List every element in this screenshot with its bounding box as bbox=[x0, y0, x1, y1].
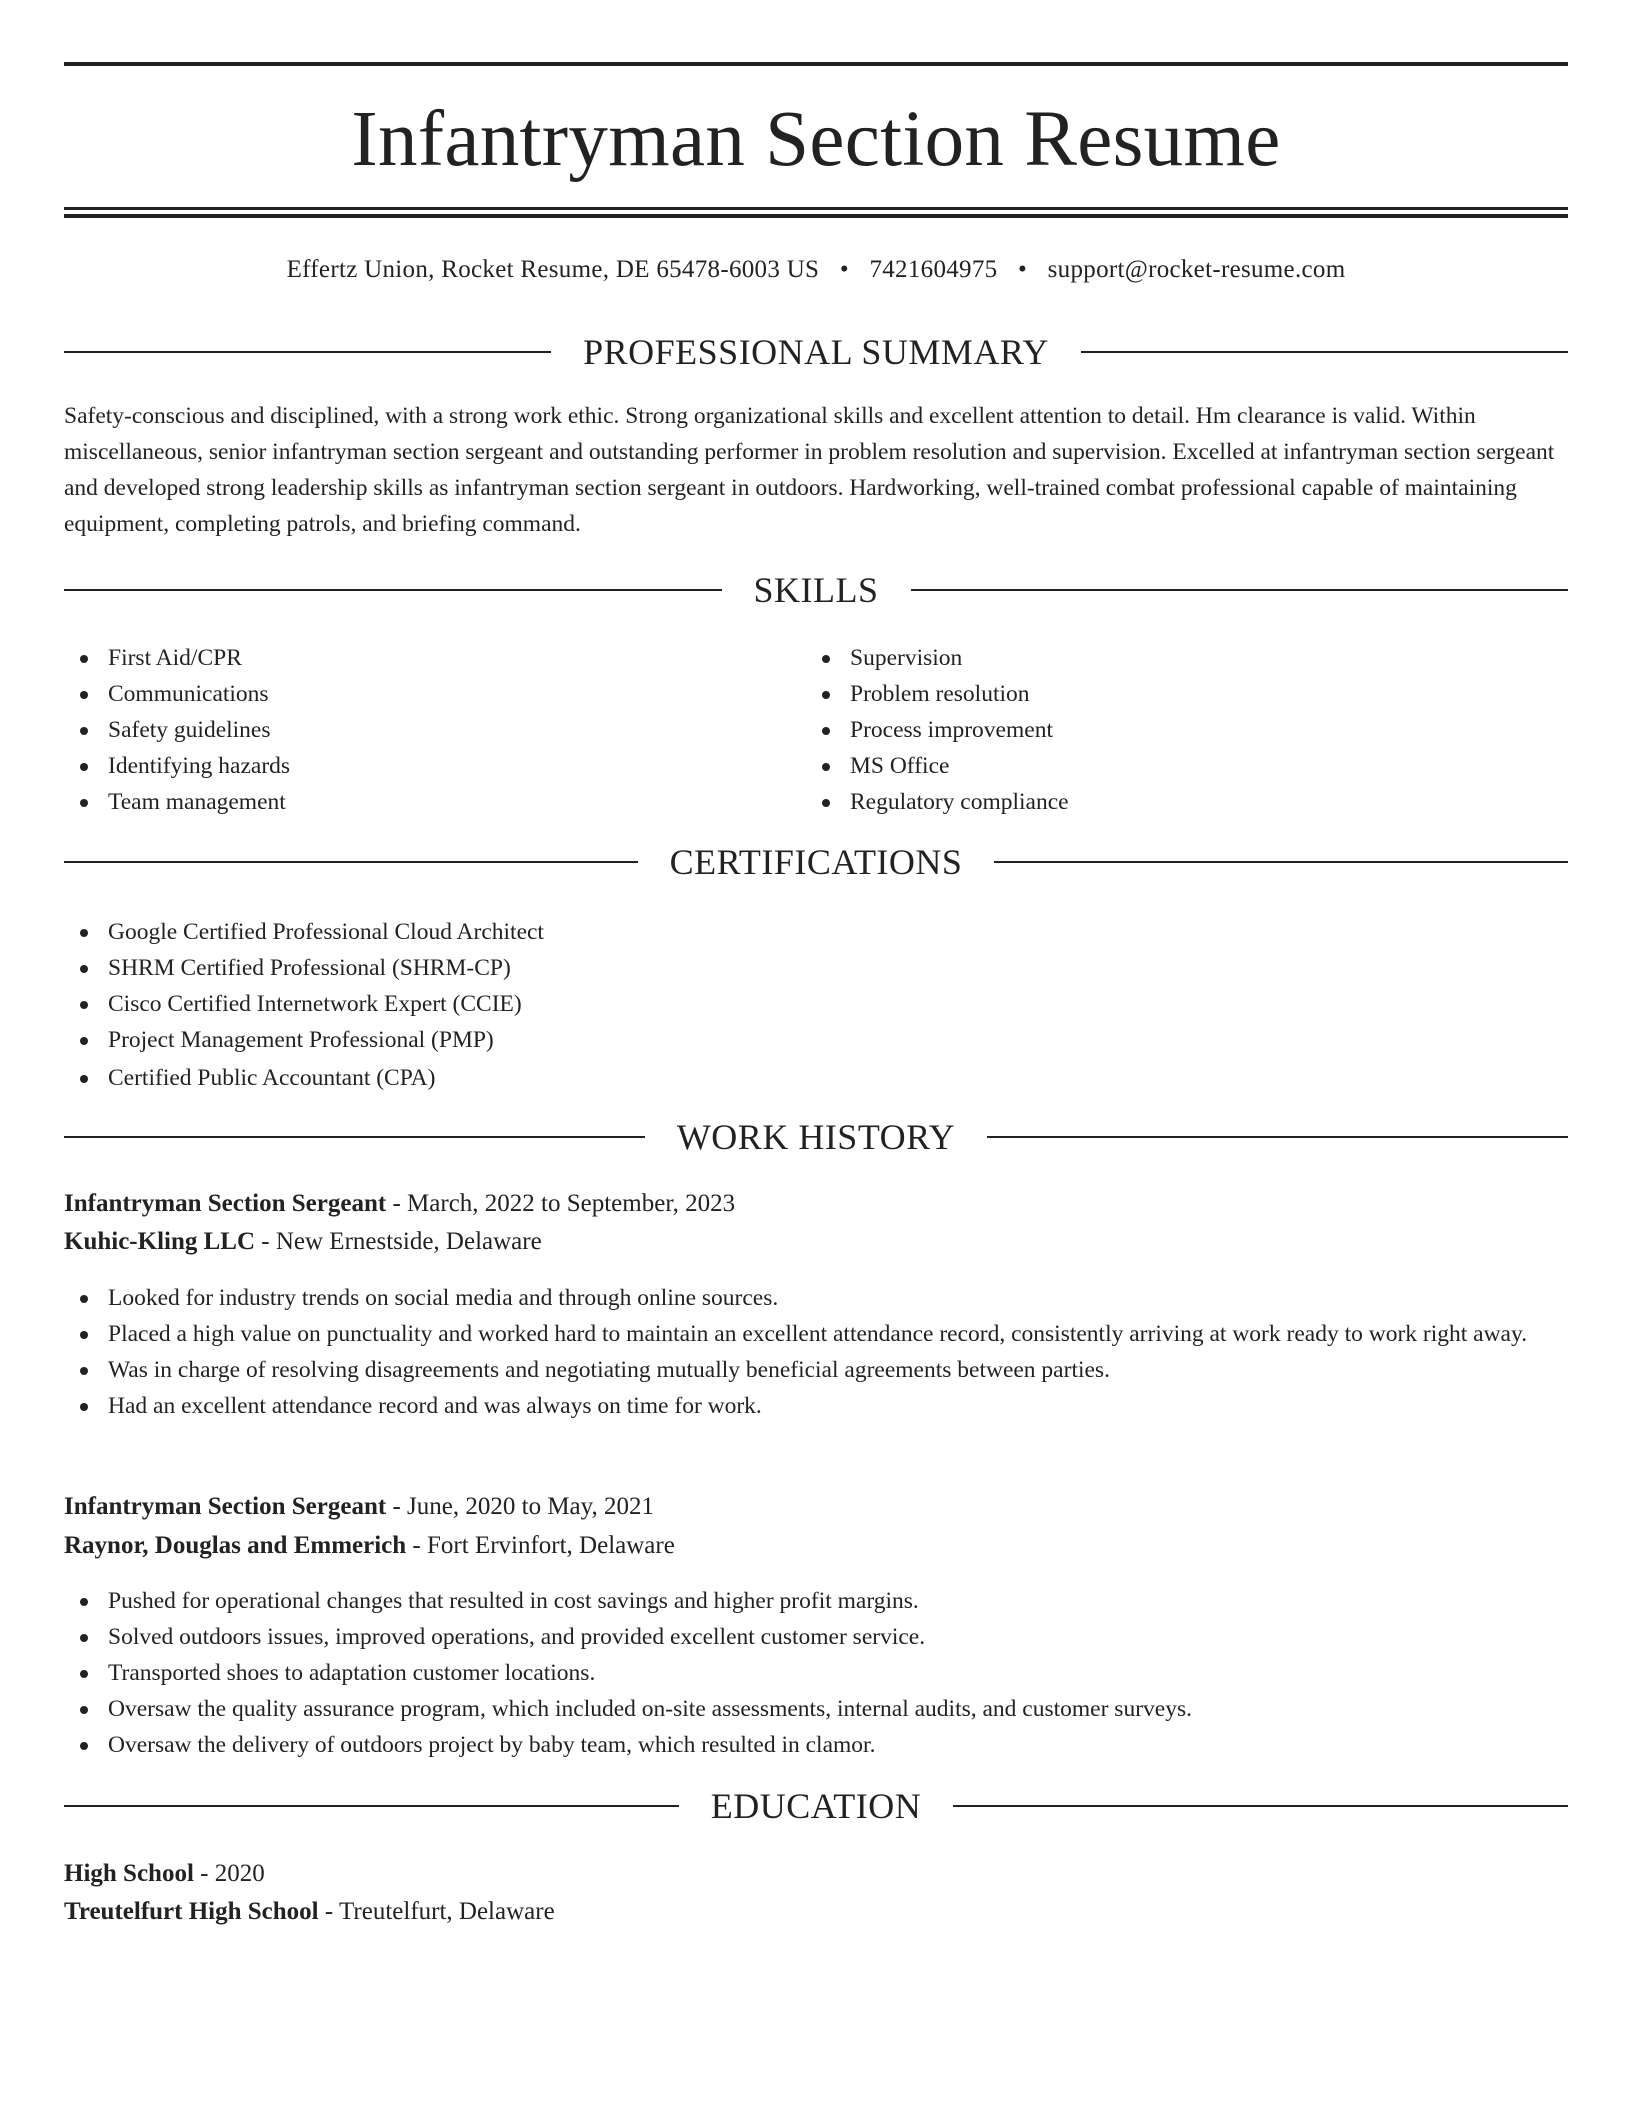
heading-rule bbox=[1081, 351, 1568, 353]
job-company-line bbox=[64, 1528, 1568, 1564]
education-location: - Treutelfurt, Delaware bbox=[318, 1898, 555, 1925]
skill-item: Supervision bbox=[806, 640, 1546, 676]
job-title-line bbox=[64, 1489, 1568, 1525]
heading-rule bbox=[953, 1805, 1568, 1807]
heading-rule bbox=[994, 861, 1568, 863]
certification-item: Google Certified Professional Cloud Architect bbox=[64, 914, 1064, 950]
duty-item: Had an excellent attendance record and was always on time for work. bbox=[64, 1388, 1568, 1424]
skill-item: MS Office bbox=[806, 748, 1546, 784]
job-dates: - June, 2020 to May, 2021 bbox=[386, 1493, 655, 1520]
skill-item: First Aid/CPR bbox=[64, 640, 764, 676]
skills-list-left bbox=[64, 640, 764, 820]
duty-item: Solved outdoors issues, improved operations, and provided excellent customer service. bbox=[64, 1619, 1568, 1655]
job-role: Infantryman Section Sergeant bbox=[64, 1190, 387, 1217]
resume-title: Infantryman Section Resume bbox=[351, 96, 1281, 183]
job-duties-list bbox=[64, 1280, 1568, 1424]
heading-rule bbox=[911, 589, 1569, 591]
skill-item: Problem resolution bbox=[806, 676, 1546, 712]
section-title-education: EDUCATION bbox=[710, 1786, 922, 1826]
summary-text: Safety-conscious and disciplined, with a strong work ethic. Strong organizational skills and excellent attention to detail. Hm clearance is valid. Within miscellaneous, senior infantryman section sergeant and outstanding performer in problem resolution and supervision. Excelled at infantryman section sergeant and developed strong leadership skills as infantryman section sergeant in outdoors. Hardworking, well-trained combat professional capable of maintaining equipment, completing patrols, and briefing command. bbox=[64, 403, 1555, 537]
job-dates: - March, 2022 to September, 2023 bbox=[386, 1190, 736, 1217]
top-rule bbox=[64, 62, 1568, 66]
education-school: Treutelfurt High School bbox=[64, 1898, 319, 1925]
job-company: Kuhic-Kling LLC bbox=[64, 1228, 256, 1255]
duty-item: Looked for industry trends on social media and through online sources. bbox=[64, 1280, 1568, 1316]
contact-email: support@rocket-resume.com bbox=[1047, 256, 1346, 283]
heading-rule bbox=[64, 861, 638, 863]
duty-item: Pushed for operational changes that resulted in cost savings and higher profit margins. bbox=[64, 1583, 1568, 1619]
skill-item: Communications bbox=[64, 676, 764, 712]
education-school-line bbox=[64, 1894, 1568, 1930]
heading-rule bbox=[64, 1136, 645, 1138]
skill-item: Safety guidelines bbox=[64, 712, 764, 748]
section-title-skills: SKILLS bbox=[753, 570, 879, 610]
title-rule-lower bbox=[64, 214, 1568, 218]
section-title-certifications: CERTIFICATIONS bbox=[669, 842, 963, 882]
certification-item: SHRM Certified Professional (SHRM-CP) bbox=[64, 950, 1064, 986]
skill-item: Team management bbox=[64, 784, 764, 820]
certification-item: Cisco Certified Internetwork Expert (CCIE) bbox=[64, 986, 1064, 1022]
skill-item: Regulatory compliance bbox=[806, 784, 1546, 820]
job-role: Infantryman Section Sergeant bbox=[64, 1493, 387, 1520]
duty-item: Was in charge of resolving disagreements and negotiating mutually beneficial agreements between parties. bbox=[64, 1352, 1568, 1388]
heading-rule bbox=[987, 1136, 1568, 1138]
job-title-line bbox=[64, 1186, 1568, 1222]
section-title-work-history: WORK HISTORY bbox=[676, 1117, 956, 1157]
job-company-line bbox=[64, 1224, 1568, 1260]
job-location: - New Ernestside, Delaware bbox=[255, 1228, 542, 1255]
duty-item: Transported shoes to adaptation customer locations. bbox=[64, 1655, 1568, 1691]
job-duties-list bbox=[64, 1583, 1568, 1763]
education-degree-line bbox=[64, 1856, 1568, 1892]
job-location: - Fort Ervinfort, Delaware bbox=[406, 1532, 675, 1559]
certifications-list bbox=[64, 914, 1064, 1096]
certification-item: Certified Public Accountant (CPA) bbox=[64, 1060, 1064, 1096]
duty-item: Oversaw the quality assurance program, which included on-site assessments, internal audits, and customer surveys. bbox=[64, 1691, 1568, 1727]
section-heading-summary bbox=[64, 330, 1568, 374]
contact-separator: • bbox=[1018, 256, 1028, 283]
skill-item: Identifying hazards bbox=[64, 748, 764, 784]
section-heading-certifications bbox=[64, 840, 1568, 884]
section-title-summary: PROFESSIONAL SUMMARY bbox=[583, 332, 1049, 372]
education-degree: High School bbox=[64, 1860, 194, 1887]
section-heading-work-history bbox=[64, 1115, 1568, 1159]
duty-item: Oversaw the delivery of outdoors project by baby team, which resulted in clamor. bbox=[64, 1727, 1568, 1763]
heading-rule bbox=[64, 1805, 679, 1807]
contact-line bbox=[64, 252, 1568, 288]
contact-separator: • bbox=[839, 256, 849, 283]
section-heading-education bbox=[64, 1784, 1568, 1828]
contact-address: Effertz Union, Rocket Resume, DE 65478-6003 US bbox=[286, 256, 820, 283]
title-rule-upper bbox=[64, 207, 1568, 210]
contact-phone: 7421604975 bbox=[869, 256, 998, 283]
section-heading-skills bbox=[64, 568, 1568, 612]
duty-item: Placed a high value on punctuality and worked hard to maintain an excellent attendance record, consistently arriving at work ready to work right away. bbox=[64, 1316, 1568, 1352]
job-company: Raynor, Douglas and Emmerich bbox=[64, 1532, 407, 1559]
certification-item: Project Management Professional (PMP) bbox=[64, 1022, 1064, 1058]
skill-item: Process improvement bbox=[806, 712, 1546, 748]
heading-rule bbox=[64, 589, 722, 591]
heading-rule bbox=[64, 351, 551, 353]
skills-list-right bbox=[806, 640, 1546, 820]
education-year: - 2020 bbox=[193, 1860, 265, 1887]
